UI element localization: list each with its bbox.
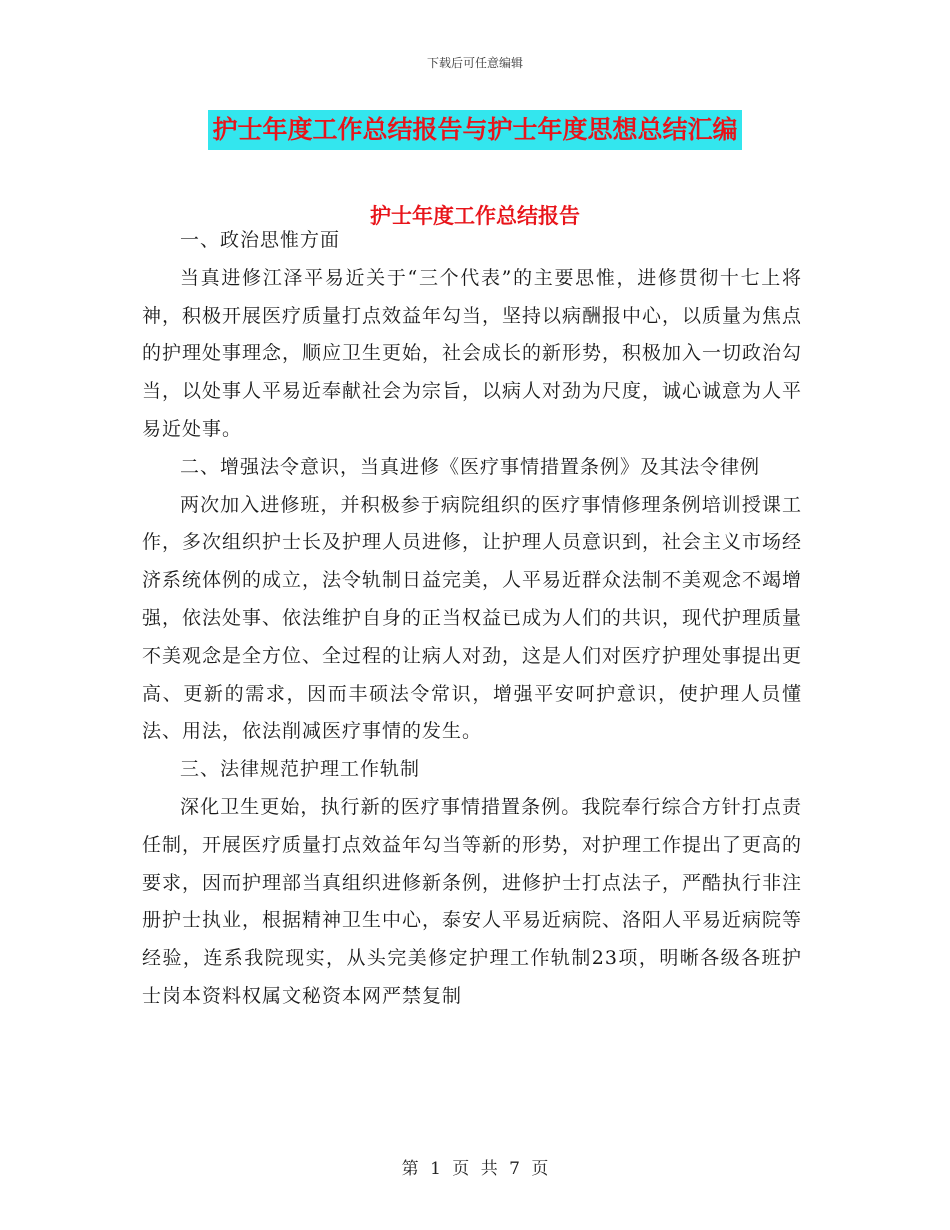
heading-legal-awareness: 二、增强法令意识，当真进修《医疗事情措置条例》及其法令律例 — [180, 455, 761, 478]
heading-political: 一、政治思惟方面 — [180, 229, 341, 251]
document-title — [0, 110, 950, 150]
header-note: 下载后可任意编辑 — [426, 56, 523, 70]
paragraph-nursing-rules: 深化卫生更始，执行新的医疗事情措置条例。我院奉行综合方针打点责任制，开展医疗质量打点效益年勾当等新的形势，对护理工作提出了更高的要求，因而护理部当真组织进修新条例，进修护士打点法子，严酷执行非注册护士执业，根据精神卫生中心，泰安人平易近病院、洛阳人平易近病院等经验，连系我院现实，从头完美修定护理工作轨制23项，明晰各级各班护士岗本资料权属文秘资本网严禁复制 — [142, 795, 803, 1007]
heading-nursing-rules: 三、法律规范护理工作轨制 — [180, 758, 421, 781]
paragraph-legal-awareness: 两次加入进修班，并积极参于病院组织的医疗事情修理条例培训授课工作，多次组织护士长及护理人员进修，让护理人员意识到，社会主义市场经济系统体例的成立，法令轨制日益完美，人平易近群众法制不美观念不竭增强，依法处事、依法维护自身的正当权益已成为人们的共识，现代护理质量不美观念是全方位、全过程的让病人对劲，这是人们对医疗护理处事提出更高、更新的需求，因而丰硕法令常识，增强平安呵护意识，使护理人员懂法、用法，依法削减医疗事情的发生。 — [142, 493, 803, 743]
paragraph-political: 当真进修江泽平易近关于“三个代表”的主要思惟，进修贯彻十七上将神，积极开展医疗质量打点效益年勾当，坚持以病酬报中心，以质量为焦点的护理处事理念，顺应卫生更始，社会成长的新形势，积极加入一切政治勾当，以处事人平易近奉献社会为宗旨，以病人对劲为尺度，诚心诚意为人平易近处事。 — [142, 266, 803, 440]
section-title: 护士年度工作总结报告 — [370, 204, 580, 228]
document-body — [142, 222, 802, 1016]
page-footer: 第 1 页 共 7 页 — [401, 1159, 549, 1179]
document-title-text: 护士年度工作总结报告与护士年度思想总结汇编 — [208, 110, 741, 150]
